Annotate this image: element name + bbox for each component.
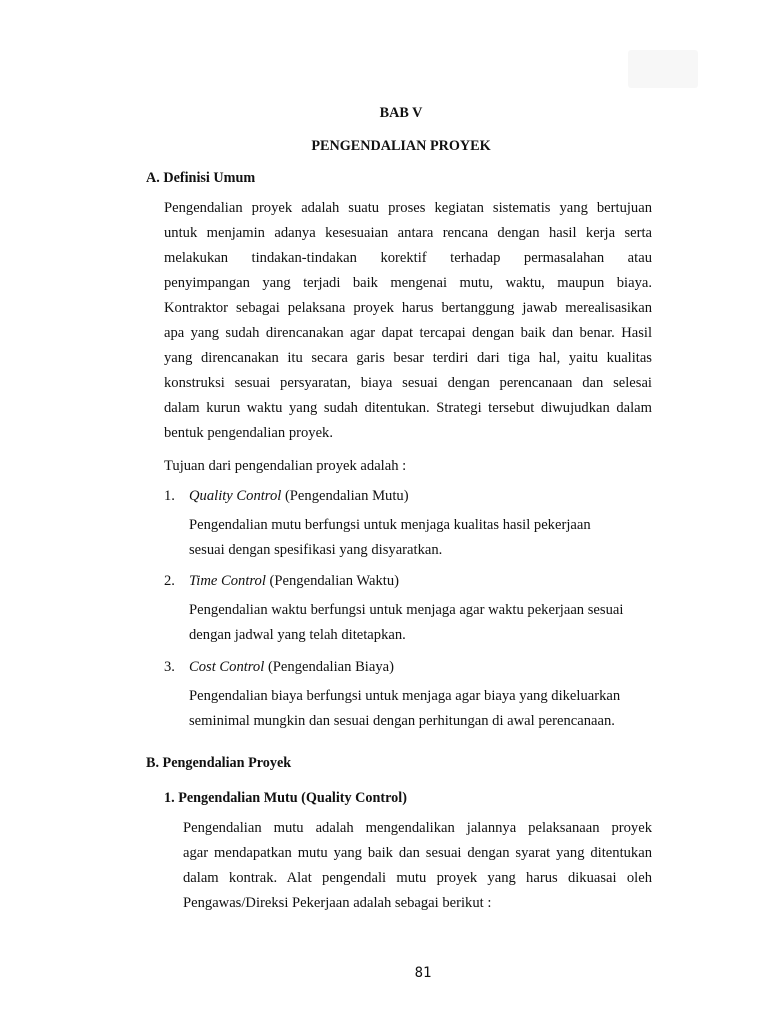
paragraph-line: dalam kurun waktu yang sudah ditentukan. Strategi tersebut diwujudkan dalam [164,400,652,416]
section-a-intro-paragraph [164,196,652,446]
paragraph-line: Kontraktor sebagai pelaksana proyek harus bertanggung jawab merealisasikan [164,300,652,316]
page-number: 81 [414,965,432,981]
list-item-number: 1. [164,488,175,504]
description-line: seminimal mungkin dan sesuai dengan perhitungan di awal perencanaan. [189,713,615,729]
list-item-note: (Pengendalian Waktu) [265,573,400,589]
paragraph-line: Pengendalian proyek adalah suatu proses kegiatan sistematis yang bertujuan [164,200,652,216]
list-item-note: (Pengendalian Mutu) [281,488,409,504]
section-a-heading: A. Definisi Umum [146,170,256,186]
list-item-number: 3. [164,659,175,675]
paragraph-line: penyimpangan yang terjadi baik mengenai mutu, waktu, maupun biaya. [164,275,652,291]
paragraph-line: melakukan tindakan-tindakan korektif terhadap permasalahan atau [164,250,652,266]
chapter-title: PENGENDALIAN PROYEK [311,138,491,154]
description-line: Pengendalian mutu berfungsi untuk menjaga kualitas hasil pekerjaan [189,517,591,533]
description-line: sesuai dengan spesifikasi yang disyaratkan. [189,542,443,558]
description-line: Pengendalian biaya berfungsi untuk menjaga agar biaya yang dikeluarkan [189,688,621,704]
description-line: dengan jadwal yang telah ditetapkan. [189,627,406,643]
section-b-heading: B. Pengendalian Proyek [146,755,292,771]
paragraph-line: konstruksi sesuai persyaratan, biaya sesuai dengan perencanaan dan selesai [164,375,652,391]
list-item-description [189,513,669,563]
list-item-title [189,487,409,505]
section-b-subheading: 1. Pengendalian Mutu (Quality Control) [164,790,407,806]
purpose-intro: Tujuan dari pengendalian proyek adalah : [164,458,407,474]
list-item-term: Cost Control [189,659,265,675]
list-item-description [189,684,669,734]
paragraph-line: untuk menjamin adanya kesesuaian antara rencana dengan hasil kerja serta [164,225,652,241]
list-item-note: (Pengendalian Biaya) [264,659,394,675]
chapter-label: BAB V [379,105,423,121]
list-item-term: Time Control [189,573,266,589]
paragraph-line: bentuk pengendalian proyek. [164,425,333,441]
paragraph-line: Pengendalian mutu adalah mengendalikan jalannya pelaksanaan proyek [183,820,652,836]
paragraph-line: yang direncanakan itu secara garis besar terdiri dari tiga hal, yaitu kualitas [164,350,652,366]
scan-mark [628,50,698,88]
paragraph-line: apa yang sudah direncanakan agar dapat tercapai dengan baik dan benar. Hasil [164,325,652,341]
paragraph-line: agar mendapatkan mutu yang baik dan sesuai dengan syarat yang ditentukan [183,845,652,861]
list-item-number: 2. [164,573,175,589]
paragraph-line: dalam kontrak. Alat pengendali mutu proyek yang harus dikuasai oleh [183,870,652,886]
list-item-term: Quality Control [189,488,282,504]
list-item-title [189,572,399,590]
paragraph-line: Pengawas/Direksi Pekerjaan adalah sebagai berikut : [183,895,492,911]
list-item-description [189,598,669,648]
section-b-paragraph [183,816,652,916]
list-item-title [189,658,394,676]
description-line: Pengendalian waktu berfungsi untuk menjaga agar waktu pekerjaan sesuai [189,602,624,618]
